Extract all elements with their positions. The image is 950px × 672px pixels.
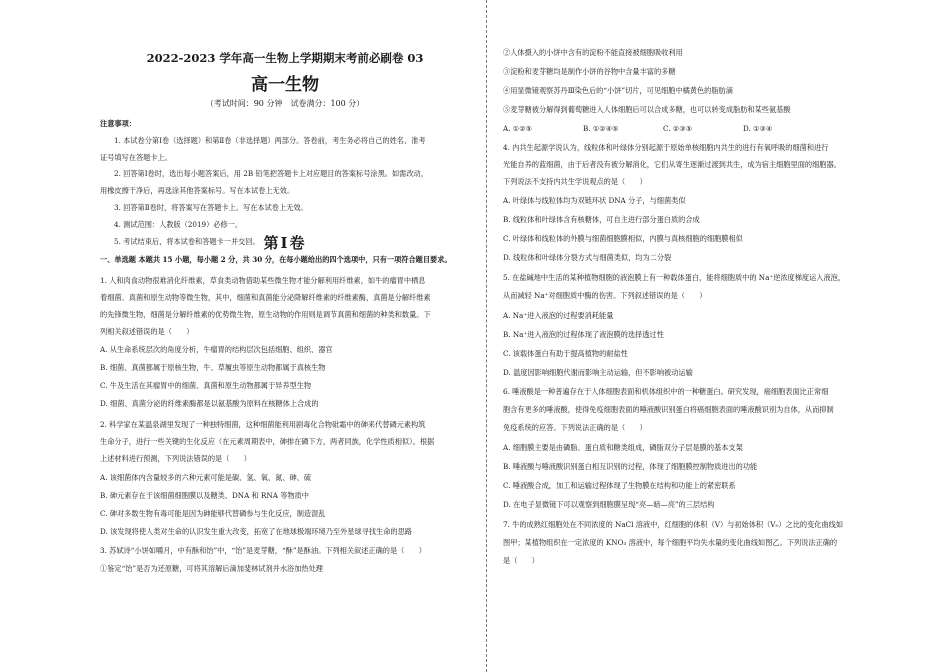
notes-line: 2. 回答第Ⅰ卷时，选出每小题答案后，用 2B 铅笔把答题卡上对应题目的答案标号涂黑。如需改动， xyxy=(114,169,428,178)
notes-line: 3. 回答第Ⅱ卷时，将答案写在答题卡上。写在本试卷上无效。 xyxy=(114,203,308,212)
option-line: A. Na⁺进入液泡的过程要消耗能量 xyxy=(503,311,614,320)
option-line: A. 细胞膜主要是由磷脂、蛋白质和糖类组成，磷脂双分子层是膜的基本支架 xyxy=(503,443,743,452)
notes-line: 5. 考试结束后，将本试卷和答题卡一并交回。 xyxy=(114,237,260,246)
option-line: D. 温度因影响细胞代谢而影响主动运输，但不影响被动运输 xyxy=(503,368,693,377)
option-b: B. ①②④⑤ xyxy=(583,124,619,133)
question-line: 胞含有更多的唾液酸，使得免疫细胞表面的唾液酸识别蛋白将癌细胞表面的唾液酸识别为自体，从而抑制 xyxy=(503,405,834,414)
option-line: A. 该细菌体内含量较多的六种元素可能是碳、氢、氧、氮、砷、硫 xyxy=(100,473,312,482)
statement-line: ⑤麦芽糖被分解得到葡萄糖进入人体细胞后可以合成多糖，也可以转变成脂肪和某些氨基酸 xyxy=(503,105,791,114)
question-line: 2. 科学家在某温泉湖里发现了一种独特细菌，这种细菌能利用剧毒化合物砒霜中的砷来代替磷元素构筑 xyxy=(100,420,426,429)
option-line: C. 砷对多数生物有毒可能是因为砷能够代替磷参与生化反应，制造混乱 xyxy=(100,509,326,518)
option-line: D. 线粒体和叶绿体分裂方式与细菌类似，均为二分裂 xyxy=(503,253,672,262)
section-title: 第Ⅰ卷 xyxy=(263,234,307,252)
option-line: A. 叶绿体与线粒体均为双链环状 DNA 分子，与细菌类似 xyxy=(503,196,686,205)
notes-line: 用橡皮擦干净后，再选涂其他答案标号。写在本试卷上无效。 xyxy=(100,186,295,195)
option-line: B. 线粒体和叶绿体含有核糖体，可自主进行部分蛋白质的合成 xyxy=(503,215,700,224)
question-line: 7. 牛的成熟红细胞处在不同浓度的 NaCl 溶液中，红细胞的体积（V）与初始体积（V₀）之比的变化曲线如 xyxy=(503,520,844,529)
option-line: D. 细菌、真菌分泌的纤维素酶都是以氨基酸为原料在核糖体上合成的 xyxy=(100,399,319,408)
option-c: C. ②③⑤ xyxy=(663,124,693,133)
question-line: 1. 人和肉食动物很难消化纤维素，草食类动物借助某些微生物才能分解利用纤维素，如牛的瘤胃中栖息 xyxy=(100,276,426,285)
question-line: 5. 在盐碱地中生活的某种植物细胞的液泡膜上有一种载体蛋白，能将细胞质中的 Na⁺逆浓度梯度运入液泡， xyxy=(503,273,846,282)
notes-line: 证号填写在答题卡上。 xyxy=(100,153,172,162)
question-line: 4. 内共生起源学说认为，线粒体和叶绿体分别起源于原始单核细胞内共生的进行有氧呼吸的细菌和进行 xyxy=(503,143,829,152)
option-line: B. 唾液酸与唾液酸识别蛋白相互识别的过程，体现了细胞膜控制物质进出的功能 xyxy=(503,462,758,471)
option-line: D. 在电子显微镜下可以观察到细胞膜呈现“亮—暗—亮”的三层结构 xyxy=(503,500,715,509)
option-line: D. 该发现将使人类对生命的认识发生重大改变，拓宽了在地球极端环境乃至外星球寻找生命的思路 xyxy=(100,527,412,536)
question-line: 光能自养的蓝细菌，由于后者没有被分解消化，它们从寄生逐渐过渡到共生，成为宿主细胞里面的细胞器。 xyxy=(503,160,841,169)
option-line: C. 叶绿体和线粒体的外膜与细菌细胞膜相似，内膜与真核细胞的细胞膜相似 xyxy=(503,234,743,243)
option-d: D. ①③④ xyxy=(743,124,773,133)
exam-info: （考试时间：90 分钟 试卷满分：100 分） xyxy=(205,99,365,108)
question-line: 上述材料进行预测，下列说法错误的是（ ） xyxy=(100,454,251,463)
statement-line: ①鉴定“饴”是否为还原糖，可将其溶解后滴加斐林试剂并水浴加热处理 xyxy=(100,564,323,573)
section-instruction: 一、单选题 本题共 15 小题，每小题 2 分，共 30 分，在每小题给出的四个选项中，只有一项符合题目要求。 xyxy=(100,255,452,264)
statement-line: ④用显微镜观察苏丹Ⅲ染色后的“小饼”切片，可见细胞中橘黄色的脂肪滴 xyxy=(503,86,733,95)
notes-heading: 注意事项： xyxy=(100,119,136,128)
column-divider xyxy=(486,0,487,672)
question-line: 从而减轻 Na⁺对细胞质中酶的伤害。下列叙述错误的是（ ） xyxy=(503,291,707,300)
option-line: B. 砷元素存在于该细菌细胞膜以及糖类、DNA 和 RNA 等物质中 xyxy=(100,491,309,500)
question-line: 生命分子，进行一些关键的生化反应（在元素周期表中，砷排在磷下方，两者同族，化学性质相似）。根据 xyxy=(100,437,435,446)
question-line: 免疫系统的应答。下列说法正确的是（ ） xyxy=(503,423,647,432)
exam-title: 2022-2023 学年高一生物上学期期末考前必刷卷 03 xyxy=(146,51,424,65)
option-line: B. Na⁺进入液泡的过程体现了液泡膜的选择透过性 xyxy=(503,330,664,339)
question-line: 图甲；某植物组织在一定浓度的 KNO₃ 溶液中，每个细胞平均失水量的变化曲线如图乙。下列说法正确的 xyxy=(503,538,838,547)
option-line: C. 牛及生活在其瘤胃中的细菌、真菌和原生动物都属于异养型生物 xyxy=(100,381,312,390)
question-line: 3. 苏轼诗“小饼如嚼月，中有酥和饴”中，“饴”是麦芽糖，“酥”是酥油。下列相关叙述正确的是（ ） xyxy=(100,546,426,555)
statement-line: ③淀粉和麦芽糖均是制作小饼的谷物中含量丰富的多糖 xyxy=(503,67,676,76)
question-line: 下列说法不支持内共生学说观点的是（ ） xyxy=(503,177,647,186)
question-line: 是（ ） xyxy=(503,556,539,565)
statement-line: ②人体摄入的小饼中含有的淀粉不能直接被细胞吸收利用 xyxy=(503,48,683,57)
option-a: A. ①②⑤ xyxy=(503,124,533,133)
notes-line: 1. 本试卷分第Ⅰ卷（选择题）和第Ⅱ卷（非选择题）两部分。答卷前，考生务必将自己的姓名、准考 xyxy=(114,136,426,145)
option-line: C. 唾液酸合成，加工和运输过程体现了生物膜在结构和功能上的紧密联系 xyxy=(503,481,736,490)
notes-line: 4. 测试范围：人教版（2019）必修一。 xyxy=(114,220,243,229)
question-line: 的先锋微生物，细菌是分解纤维素的优势微生物，原生动物的作用则是调节真菌和细菌的种类和数量。下 xyxy=(100,310,431,319)
subject-title: 高一生物 xyxy=(251,75,319,95)
option-line: A. 从生命系统层次的角度分析，牛瘤胃的结构层次包括细胞、组织、器官 xyxy=(100,345,333,354)
option-line: C. 该载体蛋白有助于提高植物的耐盐性 xyxy=(503,349,628,358)
question-line: 列相关叙述错误的是（ ） xyxy=(100,327,194,336)
question-line: 6. 唾液酸是一种普遍存在于人体细胞表面和机体组织中的一种糖蛋白。研究发现，癌细胞表面比正常细 xyxy=(503,387,829,396)
question-line: 着细菌、真菌和原生动物等微生物，其中，细菌和真菌能分泌降解纤维素的纤维素酶，真菌是分解纤维素 xyxy=(100,293,431,302)
q3-options xyxy=(503,124,823,133)
option-line: B. 细菌、真菌都属于原核生物，牛、草履虫等原生动物都属于真核生物 xyxy=(100,363,326,372)
